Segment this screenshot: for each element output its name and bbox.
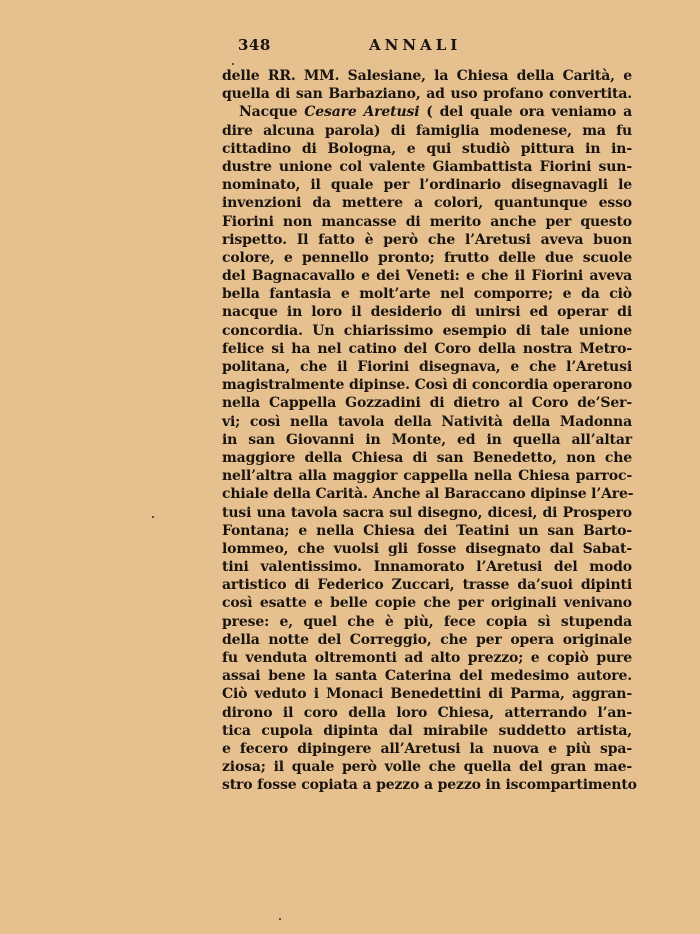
text-line: magistralmente dipinse. Così di concordia operarono [222,377,633,394]
person-name: Cesare Aretusi [304,104,420,121]
text-line: cittadino di Bologna, e qui studiò pittura in in- [222,140,632,157]
text-line-start: Nacque [239,104,305,121]
text-line: nella Cappella Gozzadini di dietro al Coro de’Ser- [222,395,632,412]
text-line: Fiorini non mancasse di merito anche per questo [222,213,632,230]
text-line: chiale della Carità. Anche al Baraccano dipinse l’Are- [222,486,634,503]
ink-speck [232,63,234,65]
text-line: colore, e pennello pronto; frutto delle due scuole [222,249,632,266]
text-line: rispetto. Il fatto è però che l’Aretusi aveva buon [222,231,632,248]
text-line: maggiore della Chiesa di san Benedetto, non che [222,449,632,466]
text-line: dire alcuna parola) di famiglia modenese, ma fu [222,122,632,139]
text-line: invenzioni da mettere a colori, quantunque esso [222,195,632,212]
text-line: vi; così nella tavola della Natività della Madonna [222,413,632,430]
text-line: felice si ha nel catino del Coro della nostra Metro- [222,340,632,357]
text-line: del Bagnacavallo e dei Veneti: e che il Fiorini aveva [222,268,632,285]
text-line: stro fosse copiata a pezzo a pezzo in iscompartimento [222,777,637,794]
text-line [222,103,632,121]
page-header [238,36,638,58]
running-head: ANNALI [369,36,462,54]
text-line: ziosa; il quale però volle che quella del gran mae- [222,759,632,776]
text-line: della notte del Correggio, che per opera originale [222,631,632,648]
text-line: tusi una tavola sacra sul disegno, dicesi, di Prospero [222,504,632,521]
text-line: lommeo, che vuolsi gli fosse disegnato dal Sabat- [222,540,632,557]
ink-speck [152,516,154,518]
text-line: concordia. Un chiarissimo esempio di tale unione [222,322,632,339]
text-line: bella fantasia e molt’arte nel comporre; e da ciò [222,286,632,303]
text-line: e fecero dipingere all’Aretusi la nuova e più spa- [222,740,632,757]
text-line: in san Giovanni in Monte, ed in quella all’altar [222,431,632,448]
text-line: fu venduta oltremonti ad alto prezzo; e copiò pure [222,650,632,666]
body-text [222,67,637,795]
text-line: dustre unione col valente Giambattista Fiorini sun- [222,158,632,175]
text-line: assai bene la santa Caterina del medesimo autore. [222,668,632,685]
text-line: nell’altra alla maggior cappella nella Chiesa parroc- [222,468,632,485]
text-line: tini valentissimo. Innamorato l’Aretusi del modo [222,559,632,576]
text-line: artistico di Federico Zuccari, trasse da’suoi dipinti [222,577,632,594]
text-line: dirono il coro della loro Chiesa, atterrando l’an- [222,704,632,721]
page-number: 348 [238,36,271,54]
text-line: nacque in loro il desiderio di unirsi ed operar di [222,304,632,321]
text-line-end: ( del quale ora veniamo a [419,104,632,121]
text-line: quella di san Barbaziano, ad uso profano convertita. [222,86,632,103]
text-line: nominato, il quale per l’ordinario disegnavagli le [222,177,632,194]
text-line: Fontana; e nella Chiesa dei Teatini un san Barto- [222,522,632,539]
text-line: Ciò veduto i Monaci Benedettini di Parma, aggran- [222,686,632,703]
text-line: così esatte e belle copie che per originali venivano [222,595,632,612]
ink-speck [279,918,281,920]
text-line: prese: e, quel che è più, fece copia sì stupenda [222,613,632,630]
text-line: politana, che il Fiorini disegnava, e che l’Aretusi [222,359,632,375]
text-line: delle RR. MM. Salesiane, la Chiesa della Carità, e [222,68,632,84]
text-line: tica cupola dipinta dal mirabile suddetto artista, [222,722,632,739]
